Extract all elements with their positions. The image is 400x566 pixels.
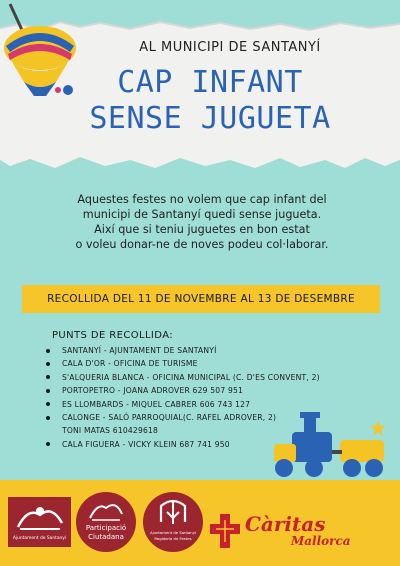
bullet-icon [46, 442, 50, 446]
list-item: CALONGE - SALÓ PARROQUIAL(C. RAFEL ADROVER, 2) [40, 411, 380, 424]
bullet-icon [46, 389, 50, 393]
banner-text: RECOLLIDA DEL 11 DE NOVEMBRE AL 13 DE DESEMBRE [47, 293, 355, 305]
list-item: CALA D'OR - OFICINA DE TURISME [40, 357, 380, 370]
bullet-icon [46, 362, 50, 366]
intro-line: Així que si teniu juguetes en bon estat [94, 223, 310, 236]
festes-emblem-icon [143, 492, 203, 530]
list-item: PORTOPETRO - JOANA ADROVER 629 507 951 [40, 384, 380, 397]
intro-line: o voleu donar-ne de noves podeu col·laborar. [75, 238, 329, 251]
participacio-logo [76, 492, 136, 552]
logo-label: Ajuntament de Santanyí [149, 530, 197, 535]
festes-logo [143, 492, 203, 552]
caritas-cross-icon [208, 512, 242, 550]
logo-label: Participació [85, 524, 127, 532]
page-title-line2: SENSE JUGUETA [89, 101, 331, 136]
caritas-sub: Mallorca [291, 534, 351, 548]
collection-dates-banner [22, 285, 380, 313]
intro-text [52, 192, 352, 252]
ajuntament-emblem-icon [8, 497, 71, 535]
participacio-emblem-icon [76, 492, 136, 526]
bullet-icon [46, 416, 50, 420]
ajuntament-logo [8, 497, 71, 547]
bullet-icon [46, 402, 50, 406]
list-item: CALA FIGUERA - VICKY KLEIN 687 741 950 [40, 438, 380, 451]
points-title: PUNTS DE RECOLLIDA: [52, 330, 174, 341]
intro-line: municipi de Santanyí quedi sense jugueta. [82, 208, 322, 221]
intro-line: Aquestes festes no volem que cap infant del [77, 193, 327, 206]
list-item: S'ALQUERIA BLANCA - OFICINA MUNICIPAL (C. D'ES CONVENT, 2) [40, 371, 380, 384]
page-title-line1: CAP INFANT [117, 65, 303, 100]
subtitle: AL MUNICIPI DE SANTANYÍ [139, 40, 321, 55]
bullet-icon [46, 375, 50, 379]
list-item: ES LLOMBARDS - MIQUEL CABRER 606 743 127 [40, 398, 380, 411]
logo-label: Ajuntament de Santanyí [12, 536, 67, 541]
list-item-continuation: TONI MATAS 610429618 [62, 426, 159, 436]
logo-label: Regidoria de Festes [154, 536, 192, 541]
toy-train-icon [270, 410, 395, 485]
bullet-icon [46, 349, 50, 353]
logo-label: Ciutadana [88, 533, 124, 541]
caritas-name: Càritas [245, 512, 326, 536]
list-item: SANTANYÍ - AJUNTAMENT DE SANTANYÍ [40, 344, 380, 357]
